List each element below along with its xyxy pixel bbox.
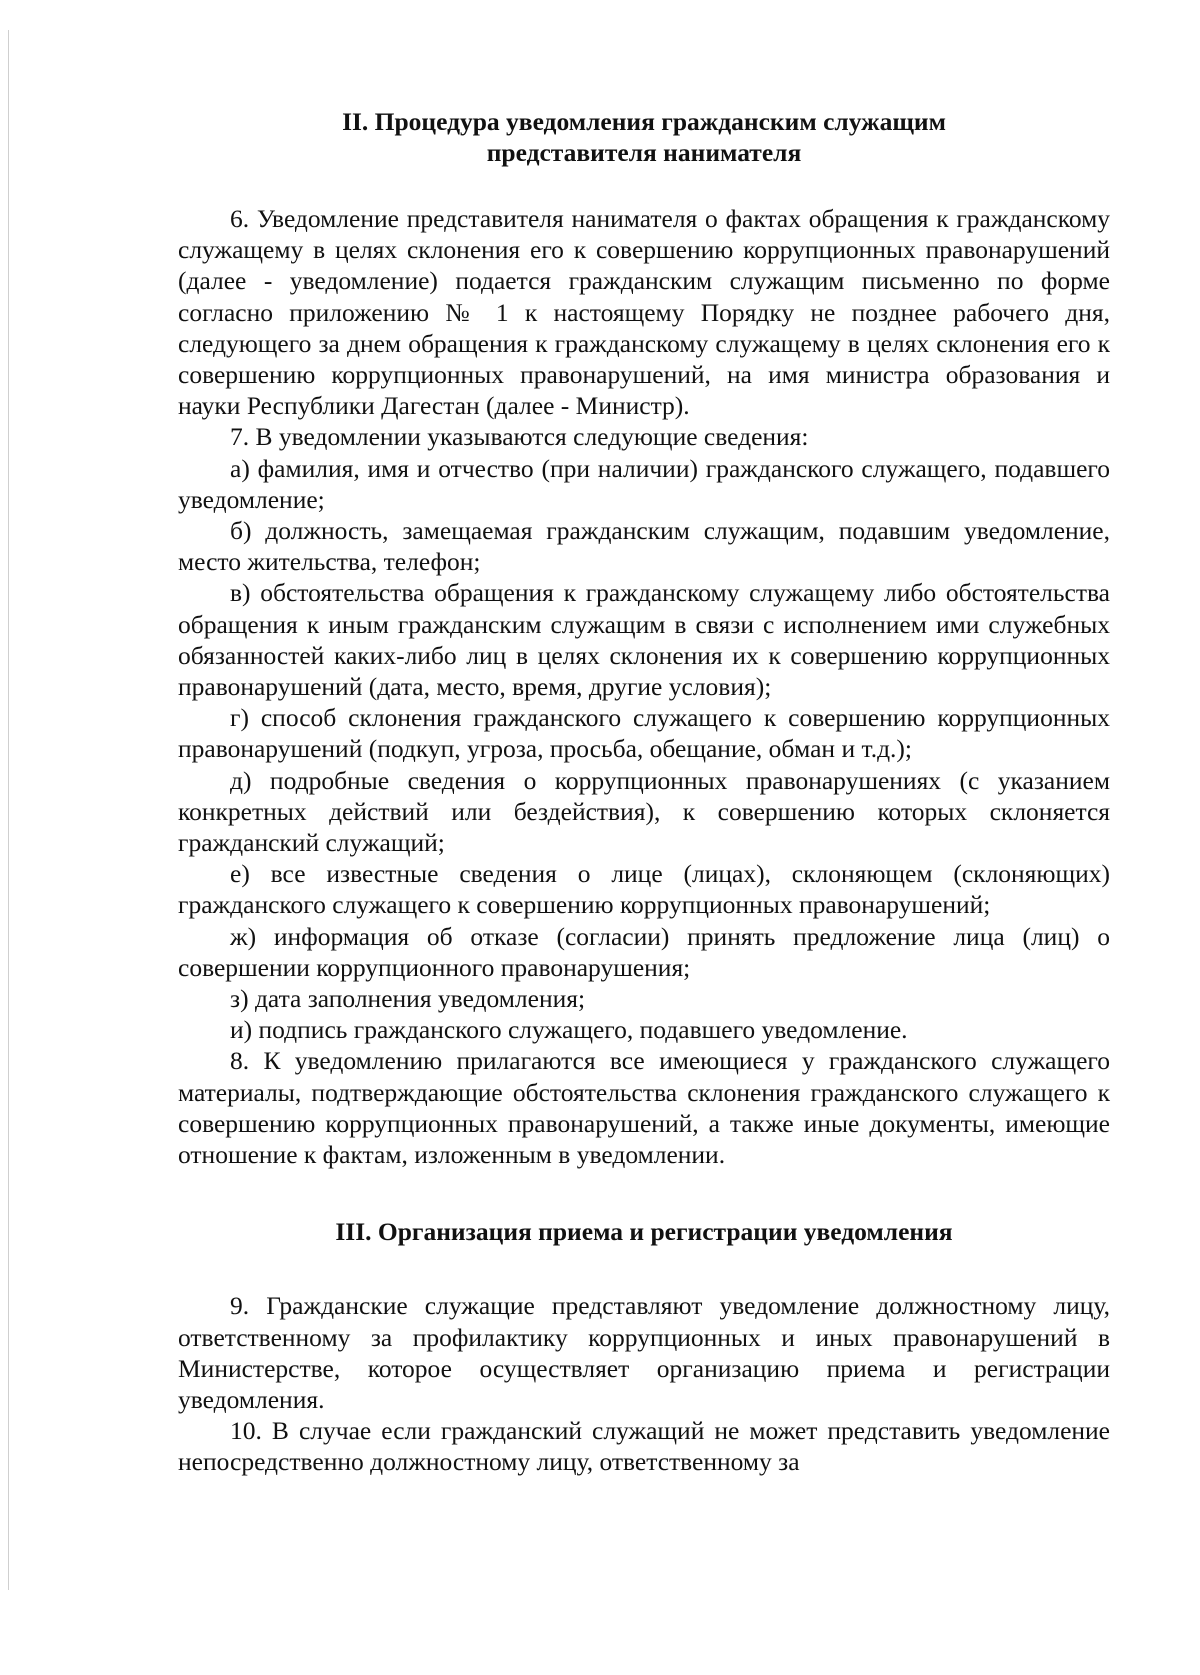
paragraph-7-item-d: д) подробные сведения о коррупционных правонарушениях (с указанием конкретных действий или бездействия), к совершению которых склоняется гражданский служащий; [178, 765, 1110, 858]
paragraph-6: 6. Уведомление представителя нанимателя о фактах обращения к гражданскому служащему в целях склонения его к совершению коррупционных правонарушений (далее - уведомление) подается гражданским служащим письменно по форме согласно приложению № 1 к настоящему Порядку не позднее рабочего дня, следующего за днем обращения к гражданскому служащему в целях склонения его к совершению коррупционных правонарушений, на имя министра образования и науки Республики Дагестан (далее - Министр). [178, 204, 1110, 421]
paragraph-7-item-b: б) должность, замещаемая гражданским служащим, подавшим уведомление, место жительства, телефон; [178, 516, 1110, 577]
section-3-heading: III. Организация приема и регистрации уведомления [335, 1217, 953, 1247]
paragraph-7-item-a: а) фамилия, имя и отчество (при наличии) гражданского служащего, подавшего уведомление; [178, 453, 1110, 514]
paragraph-7-item-g: г) способ склонения гражданского служащего к совершению коррупционных правонарушений (подкуп, угроза, просьба, обещание, обман и т.д.); [178, 703, 1110, 764]
paragraph-7-item-z: з) дата заполнения уведомления; [230, 984, 586, 1014]
paragraph-7: 7. В уведомлении указываются следующие сведения: [230, 422, 809, 452]
document-page [178, 0, 1110, 1478]
section-2-heading-line-1: II. Процедура уведомления гражданским служащим [342, 107, 946, 136]
paragraph-7-item-zh: ж) информация об отказе (согласии) принять предложение лица (лиц) о совершении коррупционного правонарушения; [178, 921, 1110, 982]
paragraph-9: 9. Гражданские служащие представляют уведомление должностному лицу, ответственному за профилактику коррупционных и иных правонарушений в Министерстве, которое осуществляет организацию приема и регистрации уведомления. [178, 1291, 1110, 1414]
scan-edge-line [8, 30, 9, 1590]
paragraph-7-item-v: в) обстоятельства обращения к гражданскому служащему либо обстоятельства обращения к иным гражданским служащим в связи с исполнением ими служебных обязанностей каких-либо лиц в целях склонения их к совершению коррупционных правонарушений (дата, место, время, другие условия); [178, 578, 1110, 702]
paragraph-7-item-e: е) все известные сведения о лице (лицах), склоняющем (склоняющих) гражданского служащего к совершению коррупционных правонарушений; [178, 859, 1110, 920]
section-2-heading [178, 106, 1110, 168]
paragraph-7-item-i: и) подпись гражданского служащего, подавшего уведомление. [230, 1015, 908, 1045]
paragraph-10: 10. В случае если гражданский служащий не может представить уведомление непосредственно должностному лицу, ответственному за [178, 1416, 1110, 1477]
section-2-heading-line-2: представителя нанимателя [486, 138, 802, 167]
paragraph-8: 8. К уведомлению прилагаются все имеющиеся у гражданского служащего материалы, подтверждающие обстоятельства склонения гражданского служащего к совершению коррупционных правонарушений, а также иные документы, имеющие отношение к фактам, изложенным в уведомлении. [178, 1046, 1110, 1170]
